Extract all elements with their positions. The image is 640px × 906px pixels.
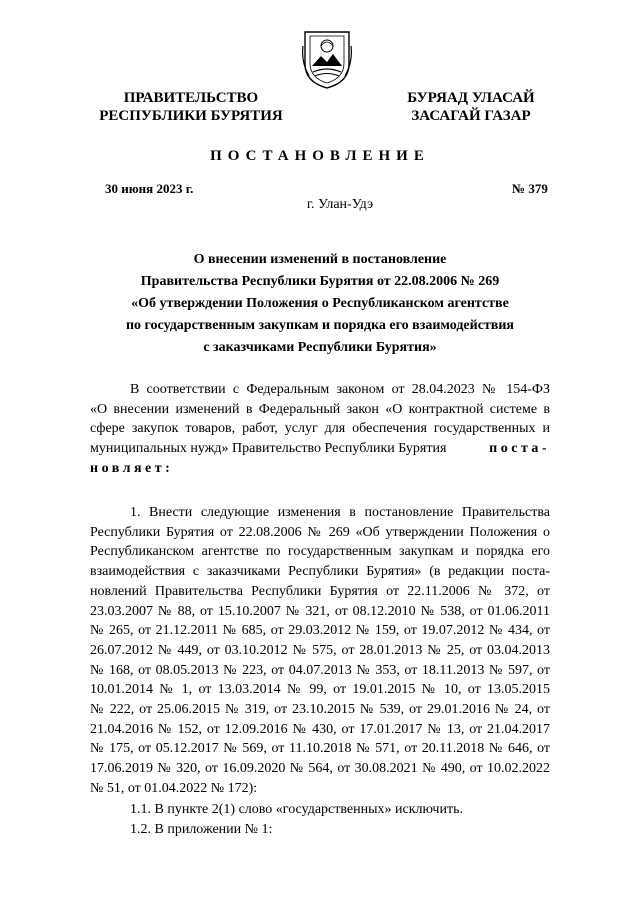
resolution-word-part2: новляет: xyxy=(90,460,174,476)
subitem-1-1: 1.1. В пункте 2(1) слово «государственных» исключить. xyxy=(130,802,463,817)
header-left-line1: ПРАВИТЕЛЬСТВО xyxy=(123,90,259,106)
paragraph-line: взаимодействия с заказчиками Республики Бурятия» (в редакции поста- xyxy=(90,564,550,580)
paragraph-line: сфере закупок товаров, работ, услуг для обеспечения государственных и xyxy=(90,421,550,437)
paragraph-line: Республики Бурятия от 22.08.2006 № 269 «Об утверждении Положения о xyxy=(90,524,550,540)
paragraph-line: новлений Правительства Республики Бурятия от 22.11.2006 № 372, от xyxy=(90,583,550,599)
paragraph-line: 17.06.2019 № 320, от 16.09.2020 № 564, от 30.08.2021 № 490, от 10.02.2022 xyxy=(90,761,550,777)
paragraph-line: 10.01.2014 № 1, от 13.03.2014 № 99, от 19.01.2015 № 10, от 13.05.2015 xyxy=(90,682,550,698)
paragraph-line: № 51, от 01.04.2022 № 172): xyxy=(90,780,258,796)
item-1-paragraph xyxy=(90,503,550,799)
paragraph-line: В соответствии с Федеральным законом от 28.04.2023 № 154-ФЗ xyxy=(130,382,550,397)
title-line: с заказчиками Республики Бурятия» xyxy=(203,340,437,355)
header-right-line2: ЗАСАГАЙ ГАЗАР xyxy=(411,108,531,124)
header-right-line1: БУРЯАД УЛАСАЙ xyxy=(407,90,535,106)
paragraph-line xyxy=(90,439,550,459)
subitem-1-2: 1.2. В приложении № 1: xyxy=(130,821,273,837)
header-left xyxy=(86,89,296,125)
title-line: по государственным закупкам и порядка его взаимодействия xyxy=(125,318,514,333)
paragraph-line: № 168, от 08.05.2013 № 223, от 04.07.2013 № 353, от 18.11.2013 № 597, от xyxy=(90,662,550,678)
document-number: № 379 xyxy=(512,181,548,196)
document-title xyxy=(90,249,550,359)
paragraph-line: 26.07.2012 № 449, от 03.10.2012 № 575, от 28.01.2013 № 25, от 03.04.2013 xyxy=(90,642,550,658)
title-line: Правительства Республики Бурятия от 22.08.2006 № 269 xyxy=(140,274,500,289)
preamble-paragraph xyxy=(90,380,550,479)
paragraph-line: 1. Внести следующие изменения в постановление Правительства xyxy=(130,505,550,520)
header-left-line2: РЕСПУБЛИКИ БУРЯТИЯ xyxy=(99,108,283,124)
paragraph-line: Республиканском агентстве по государственным закупкам и порядка его xyxy=(90,544,550,560)
paragraph-line: № 175, от 05.12.2017 № 569, от 11.10.2018 № 571, от 20.11.2018 № 646, от xyxy=(90,741,550,757)
paragraph-line: 21.04.2016 № 152, от 12.09.2016 № 430, от 17.01.2017 № 13, от 21.04.2017 xyxy=(90,721,550,737)
header-right xyxy=(396,89,546,125)
document-date: 30 июня 2023 г. xyxy=(105,181,194,196)
title-line: «Об утверждении Положения о Республиканском агентстве xyxy=(131,296,509,311)
paragraph-line: 23.03.2007 № 88, от 15.10.2007 № 321, от 08.12.2010 № 538, от 01.06.2011 xyxy=(90,603,550,619)
resolution-word-part1: постa- xyxy=(489,441,550,457)
title-line: О внесении изменений в постановление xyxy=(193,252,447,267)
paragraph-line-text: муниципальных нужд» Правительство Республики Бурятия xyxy=(90,441,447,457)
paragraph-line: № 265, от 21.12.2011 № 685, от 29.03.2012 № 159, от 19.07.2012 № 434, от xyxy=(90,623,550,639)
coat-of-arms-icon xyxy=(301,26,353,90)
paragraph-line: «О внесении изменений в Федеральный закон «О контрактной системе в xyxy=(90,401,550,417)
subitems xyxy=(90,800,550,839)
document-type: ПОСТАНОВЛЕНИЕ xyxy=(210,148,430,164)
paragraph-line: № 222, от 25.06.2015 № 319, от 23.10.2015 № 539, от 29.01.2016 № 24, от xyxy=(90,702,550,718)
document-city: г. Улан-Удэ xyxy=(306,197,374,212)
